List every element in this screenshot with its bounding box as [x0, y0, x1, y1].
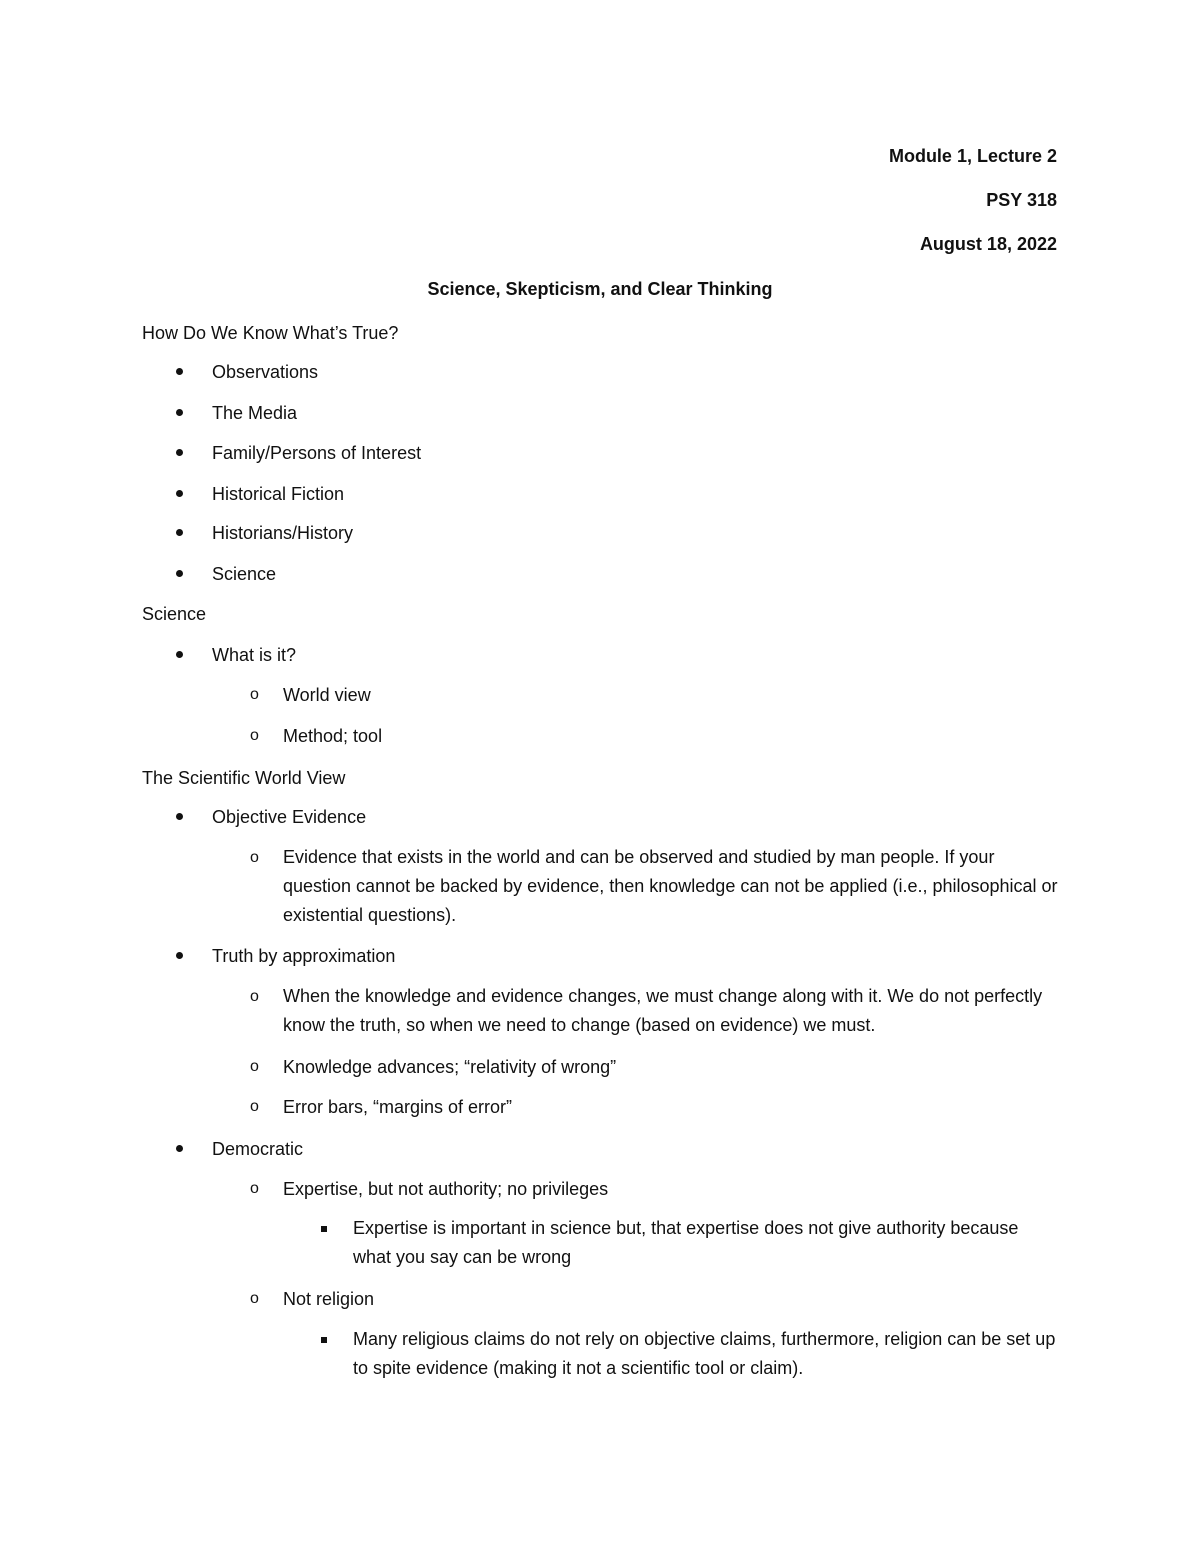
bullet-icon	[176, 522, 183, 536]
bullet-icon	[176, 1138, 183, 1152]
sub-list-item: World view	[283, 685, 371, 705]
bullet-icon	[176, 644, 183, 658]
sub-sub-list-item: Many religious claims do not rely on objective claims, furthermore, religion can be set up to spite evidence (making it not a scientific tool or claim).	[353, 1329, 1056, 1378]
sub-bullet-icon: o	[250, 686, 259, 703]
bullet-icon	[176, 442, 183, 456]
list-item: Historical Fiction	[212, 484, 345, 504]
bullet-icon	[176, 806, 183, 820]
list-item: Truth by approximation	[212, 946, 396, 966]
list-item: Observations	[212, 362, 319, 382]
list-item: Family/Persons of Interest	[212, 443, 422, 463]
section-heading-scientific-world-view: The Scientific World View	[142, 768, 346, 788]
sub-list-item: Evidence that exists in the world and can be observed and studied by man people. If your question cannot be backed by evidence, then knowledge can not be applied (i.e., philosophical or existential questions).	[283, 847, 1058, 925]
sub-list-item: Knowledge advances; “relativity of wrong”	[283, 1057, 617, 1077]
bullet-icon	[176, 483, 183, 497]
date-label: August 18, 2022	[919, 234, 1057, 254]
list-item: Objective Evidence	[212, 807, 367, 827]
list-item: The Media	[212, 403, 298, 423]
sub-list-item: When the knowledge and evidence changes, we must change along with it. We do not perfectly know the truth, so when we need to change (based on evidence) we must.	[283, 986, 1043, 1035]
sub-bullet-icon: o	[250, 1058, 259, 1075]
list-item: Historians/History	[212, 523, 354, 543]
sub-bullet-icon: o	[250, 849, 259, 866]
course-label: PSY 318	[986, 190, 1057, 210]
bullet-icon	[176, 563, 183, 577]
sub-sub-bullet-icon	[321, 1218, 327, 1232]
sub-bullet-icon: o	[250, 1290, 259, 1307]
page-title: Science, Skepticism, and Clear Thinking	[427, 279, 773, 299]
bullet-icon	[176, 361, 183, 375]
sub-list-item: Expertise, but not authority; no privileges	[283, 1179, 609, 1199]
sub-list-item: Not religion	[283, 1289, 375, 1309]
bullet-icon	[176, 945, 183, 959]
sub-list-item: Error bars, “margins of error”	[283, 1097, 513, 1117]
sub-bullet-icon: o	[250, 988, 259, 1005]
sub-sub-bullet-icon	[321, 1329, 327, 1343]
sub-sub-list-item: Expertise is important in science but, that expertise does not give authority because what you say can be wrong	[353, 1218, 1019, 1267]
module-label: Module 1, Lecture 2	[888, 146, 1057, 166]
list-item: What is it?	[212, 645, 297, 665]
sub-bullet-icon: o	[250, 1098, 259, 1115]
section-heading-science: Science	[142, 604, 207, 624]
sub-bullet-icon: o	[250, 1180, 259, 1197]
bullet-icon	[176, 402, 183, 416]
list-item: Democratic	[212, 1139, 304, 1159]
sub-list-item: Method; tool	[283, 726, 383, 746]
sub-bullet-icon: o	[250, 727, 259, 744]
list-item: Science	[212, 564, 277, 584]
section-heading-how-do-we-know: How Do We Know What’s True?	[142, 323, 399, 343]
